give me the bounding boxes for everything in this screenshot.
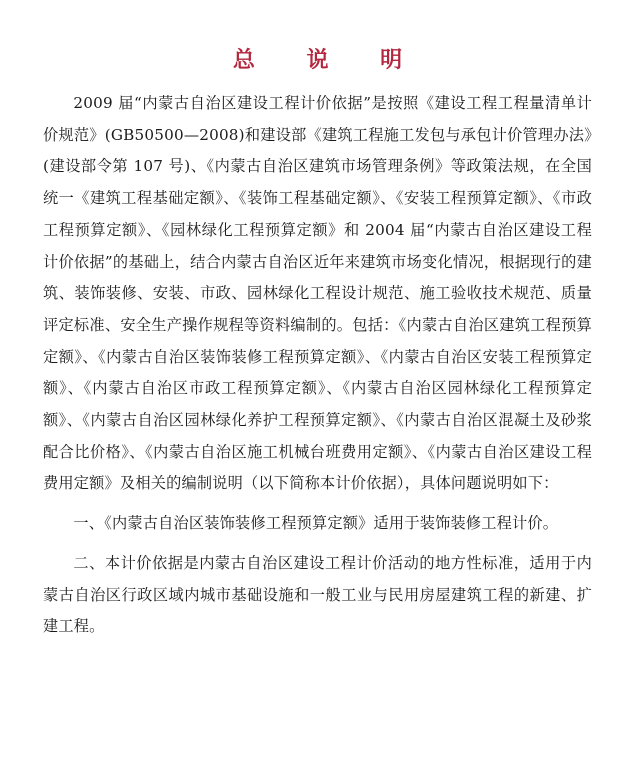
document-title: 总 说 明	[232, 47, 425, 73]
paragraph-intro: 2009 届“内蒙古自治区建设工程计价依据”是按照《建设工程工程量清单计价规范》(GB50500—2008)和建设部《建筑工程施工发包与承包计价管理办法》(建设部令第 107 号)、《内蒙古自治区建筑市场管理条例》等政策法规，在全国统一《建筑工程基础定额》、《装饰工程基础定额》、《安装工程预算定额》、《市政工程预算定额》、《园林绿化工程预算定额》和 2004 届“内蒙古自治区建设工程计价依据”的基础上，结合内蒙古自治区近年来建筑市场变化情况，根据现行的建筑、装饰装修、安装、市政、园林绿化工程设计规范、施工验收技术规范、质量评定标准、安全生产操作规程等资料编制的。包括：《内蒙古自治区建筑工程预算定额》、《内蒙古自治区装饰装修工程预算定额》、《内蒙古自治区安装工程预算定额》、《内蒙古自治区市政工程预算定额》、《内蒙古自治区园林绿化工程预算定额》、《内蒙古自治区园林绿化养护工程预算定额》、《内蒙古自治区混凝土及砂浆配合比价格》、《内蒙古自治区施工机械台班费用定额》、《内蒙古自治区建设工程费用定额》及相关的编制说明（以下简称本计价依据），具体问题说明如下：	[43, 94, 592, 493]
document-body	[43, 88, 592, 643]
paragraph-item-2: 二、本计价依据是内蒙古自治区建设工程计价活动的地方性标准，适用于内蒙古自治区行政区域内城市基础设施和一般工业与民用房屋建筑工程的新建、扩建工程。	[43, 553, 592, 636]
paragraph-item-1: 一、《内蒙古自治区装饰装修工程预算定额》适用于装饰装修工程计价。	[73, 514, 559, 533]
